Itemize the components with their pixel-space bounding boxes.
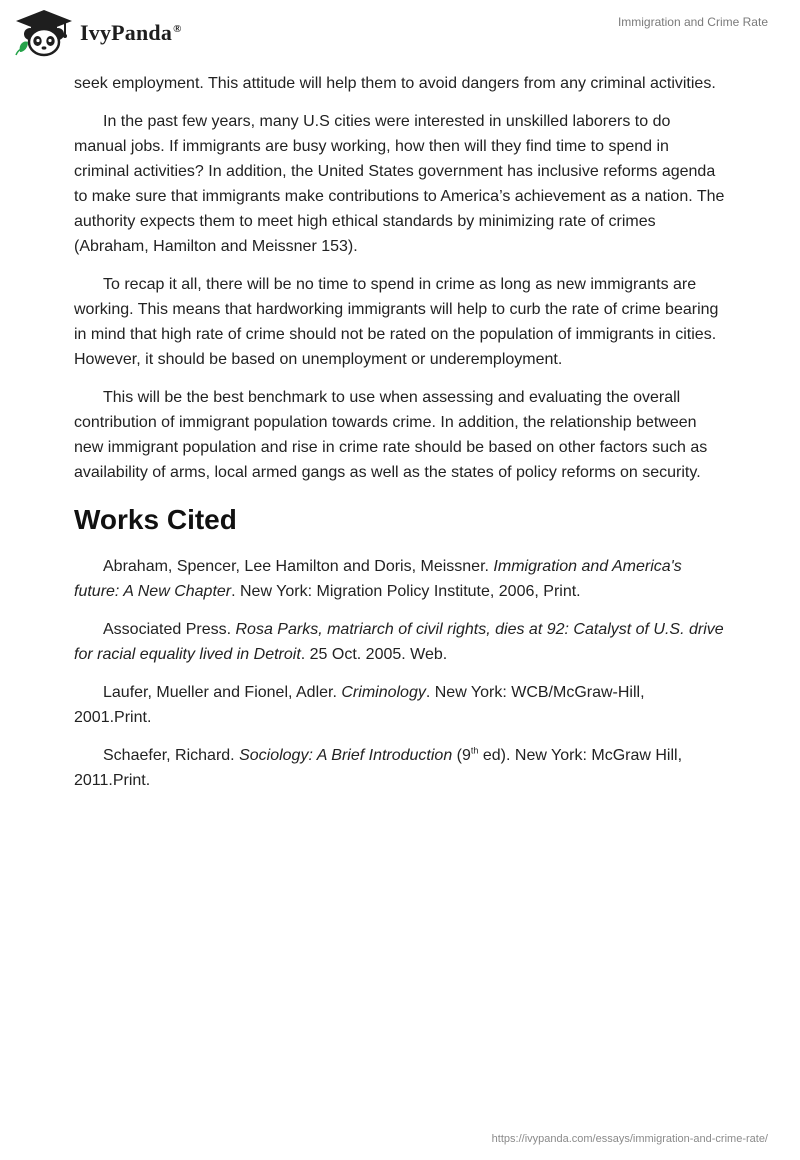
logo-wordmark: IvyPanda® xyxy=(80,20,182,45)
citation-entry: Schaefer, Richard. Sociology: A Brief Introduction (9th ed). New York: McGraw Hill, 2011.Print. xyxy=(74,745,683,789)
citation-entry: Associated Press. Rosa Parks, matriarch of civil rights, dies at 92: Catalyst of U.S. drive for racial equality lived in Detroit. 25 Oct. 2005. Web. xyxy=(74,621,724,663)
paragraph-continuation: seek employment. This attitude will help them to avoid dangers from any criminal activities. xyxy=(74,75,716,92)
source-url-link[interactable]: https://ivypanda.com/essays/immigration-and-crime-rate/ xyxy=(491,1133,768,1145)
citation-title: Immigration and America's future: A New Chapter xyxy=(74,558,682,600)
works-cited-heading: Works Cited xyxy=(74,504,237,535)
paragraph: To recap it all, there will be no time to spend in crime as long as new immigrants are working. This means that hardworking immigrants will help to curb the rate of crime bearing in mind that high rate of crime should not be rated on the population of immigrants in cities. However, it should be based on unemployment or underemployment. xyxy=(74,276,719,368)
panda-graduate-icon xyxy=(14,8,74,58)
ivypanda-logo[interactable] xyxy=(14,8,182,58)
paragraph: In the past few years, many U.S cities were interested in unskilled laborers to do manual jobs. If immigrants are busy working, how then will they find time to spend in criminal activities? In addition, the United States government has inclusive reforms agenda to make sure that immigrants make contributions to America’s achievement as a nation. The authority expects them to meet high ethical standards by minimizing rate of crimes (Abraham, Hamilton and Meissner 153). xyxy=(74,113,725,255)
citation-title: Sociology: A Brief Introduction xyxy=(239,747,453,764)
citation-entry: Abraham, Spencer, Lee Hamilton and Doris, Meissner. Immigration and America's future: A New Chapter. New York: Migration Policy Institute, 2006, Print. xyxy=(74,558,682,600)
document-title: Immigration and Crime Rate xyxy=(617,15,768,29)
citation-title: Rosa Parks, matriarch of civil rights, dies at 92: Catalyst of U.S. drive for racial equality lived in Detroit xyxy=(74,621,724,663)
paragraph: This will be the best benchmark to use when assessing and evaluating the overall contribution of immigrant population towards crime. In addition, the relationship between new immigrant population and rise in crime rate should be based on other factors such as availability of arms, local armed gangs as well as the states of policy reforms on security. xyxy=(74,389,708,481)
citation-entry: Laufer, Mueller and Fionel, Adler. Criminology. New York: WCB/McGraw-Hill, 2001.Print. xyxy=(74,684,645,726)
essay-content xyxy=(74,71,726,806)
citation-title: Criminology xyxy=(341,684,426,701)
